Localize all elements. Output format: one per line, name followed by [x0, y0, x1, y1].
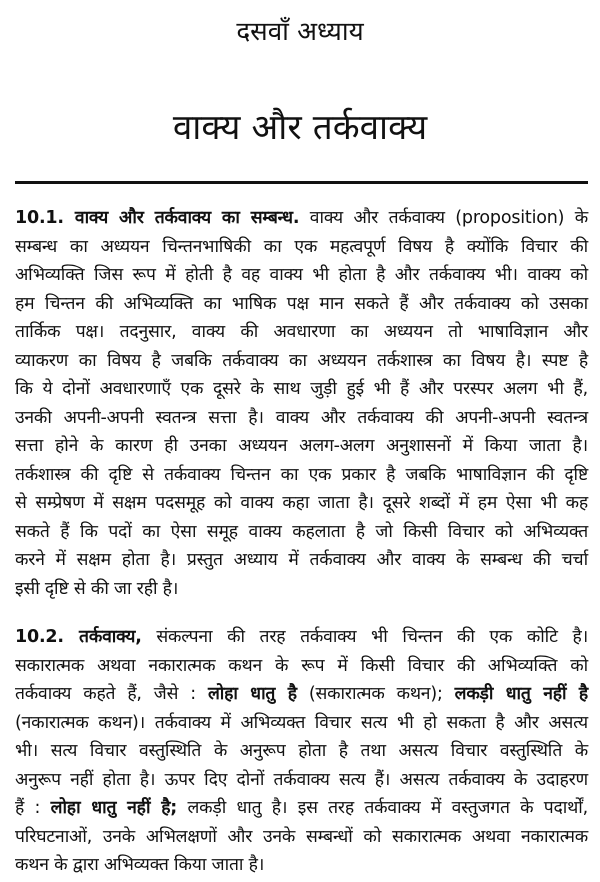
bold-text: 10.2. तर्कवाक्य,	[15, 627, 142, 647]
paragraph-line	[15, 205, 588, 231]
paragraph-line	[15, 319, 588, 345]
bold-text: लकड़ी धातु नहीं है	[454, 684, 588, 704]
text-segment: तार्किक पक्ष। तदनुसार, वाक्य की अवधारणा का अध्ययन तो भाषाविज्ञान और	[15, 322, 588, 342]
text-segment: अभिव्यक्ति जिस रूप में होती है वह वाक्य भी होता है और तर्कवाक्य भी। वाक्य को	[15, 265, 588, 285]
text-segment: भी। सत्य विचार वस्तुस्थिति के अनुरूप होता है तथा असत्य विचार वस्तुस्थिति के	[15, 741, 588, 761]
text-segment: सकारात्मक अथवा नकारात्मक कथन के रूप में किसी विचार की अभिव्यक्ति को	[15, 655, 588, 676]
text-segment: तर्कशास्त्र की दृष्टि से तर्कवाक्य चिन्तन का एक प्रकार है जबकि भाषाविज्ञान की दृष्टि	[15, 464, 588, 485]
paragraph-line	[15, 433, 588, 459]
paragraph-line	[15, 824, 588, 850]
text-segment: संकल्पना की तरह तर्कवाक्य भी चिन्तन की एक कोटि है।	[141, 627, 589, 647]
paragraph-line	[15, 738, 588, 764]
bold-text: 10.1. वाक्य और तर्कवाक्य का सम्बन्ध.	[15, 208, 300, 228]
text-segment: परिघटनाओं, उनके अभिलक्षणों और उनके सम्बन्धों को सकारात्मक अथवा नकारात्मक	[15, 826, 588, 847]
text-segment: सत्ता होने के कारण ही उनका अध्ययन अलग-अलग अनुशासनों में किया जाता है।	[15, 436, 588, 456]
text-segment: सम्बन्ध का अध्ययन चिन्तनभाषिकी का एक महत्वपूर्ण विषय है क्योंकि विचार की	[15, 236, 588, 257]
paragraph-line	[15, 519, 588, 545]
chapter-label: दसवाँ अध्याय	[236, 17, 364, 47]
paragraph-line	[15, 547, 588, 573]
text-segment: तर्कवाक्य कहते हैं, जैसे :	[15, 684, 208, 704]
paragraph-line	[15, 462, 588, 488]
paragraph-line	[15, 576, 588, 602]
paragraph-line	[15, 291, 588, 317]
text-segment: उनकी अपनी-अपनी स्वतन्त्र सत्ता है। वाक्य और तर्कवाक्य की अपनी-अपनी स्वतन्त्र	[15, 407, 588, 428]
bold-text: लोहा धातु है	[207, 684, 297, 704]
text-segment: अनुरूप नहीं होता है। ऊपर दिए दोनों तर्कवाक्य सत्य हैं। असत्य तर्कवाक्य के उदाहरण	[15, 769, 588, 790]
paragraph-line	[15, 767, 588, 793]
text-segment: करने में सक्षम होता है। प्रस्तुत अध्याय में तर्कवाक्य और वाक्य के सम्बन्ध की चर्चा	[15, 550, 588, 570]
text-segment: से सम्प्रेषण में सक्षम पदसमूह को वाक्य कहा जाता है। दूसरे शब्दों में हम ऐसा भी कह	[15, 493, 588, 513]
paragraph-line	[15, 653, 588, 679]
text-segment: लकड़ी धातु है। इस तरह तर्कवाक्य में वस्तुजगत के पदार्थों,	[177, 798, 588, 818]
paragraph-line	[15, 681, 588, 707]
text-segment: व्याकरण का विषय है जबकि तर्कवाक्य का अध्ययन तर्कशास्त्र का विषय है। स्पष्ट है	[15, 350, 588, 371]
paragraph-line	[15, 234, 588, 260]
text-segment: (नकारात्मक कथन)। तर्कवाक्य में अभिव्यक्त विचार सत्य भी हो सकता है और असत्य	[15, 712, 588, 733]
text-segment: कि ये दोनों अवधारणाएँ एक दूसरे के साथ जुड़ी हुई भी हैं और परस्पर अलग भी हैं,	[15, 379, 588, 399]
paragraph-line	[15, 405, 588, 431]
text-segment: वाक्य और तर्कवाक्य (proposition) के	[299, 208, 589, 228]
paragraph-line	[15, 490, 588, 516]
paragraph-line	[15, 795, 588, 821]
chapter-title: वाक्य और तर्कवाक्य	[172, 108, 428, 148]
paragraph-line	[15, 624, 588, 650]
bold-text: लोहा धातु नहीं है;	[50, 798, 178, 818]
paragraph-line	[15, 710, 588, 736]
text-segment: सकते हैं कि पदों का ऐसा समूह वाक्य कहलाता है जो किसी विचार को अभिव्यक्त	[15, 521, 588, 542]
text-segment: इसी दृष्टि से की जा रही है।	[15, 578, 179, 599]
text-segment: कथन के द्वारा अभिव्यक्त किया जाता है।	[15, 855, 265, 875]
paragraph-line	[15, 348, 588, 374]
paragraph-line	[15, 376, 588, 402]
paragraph-line	[15, 852, 588, 878]
text-segment: हैं :	[15, 798, 51, 818]
paragraph-line	[15, 262, 588, 288]
text-segment: (सकारात्मक कथन);	[296, 684, 455, 704]
divider-rule	[15, 181, 588, 184]
text-segment: हम चिन्तन की अभिव्यक्ति का भाषिक पक्ष मान सकते हैं और तर्कवाक्य को उसका	[15, 293, 588, 314]
